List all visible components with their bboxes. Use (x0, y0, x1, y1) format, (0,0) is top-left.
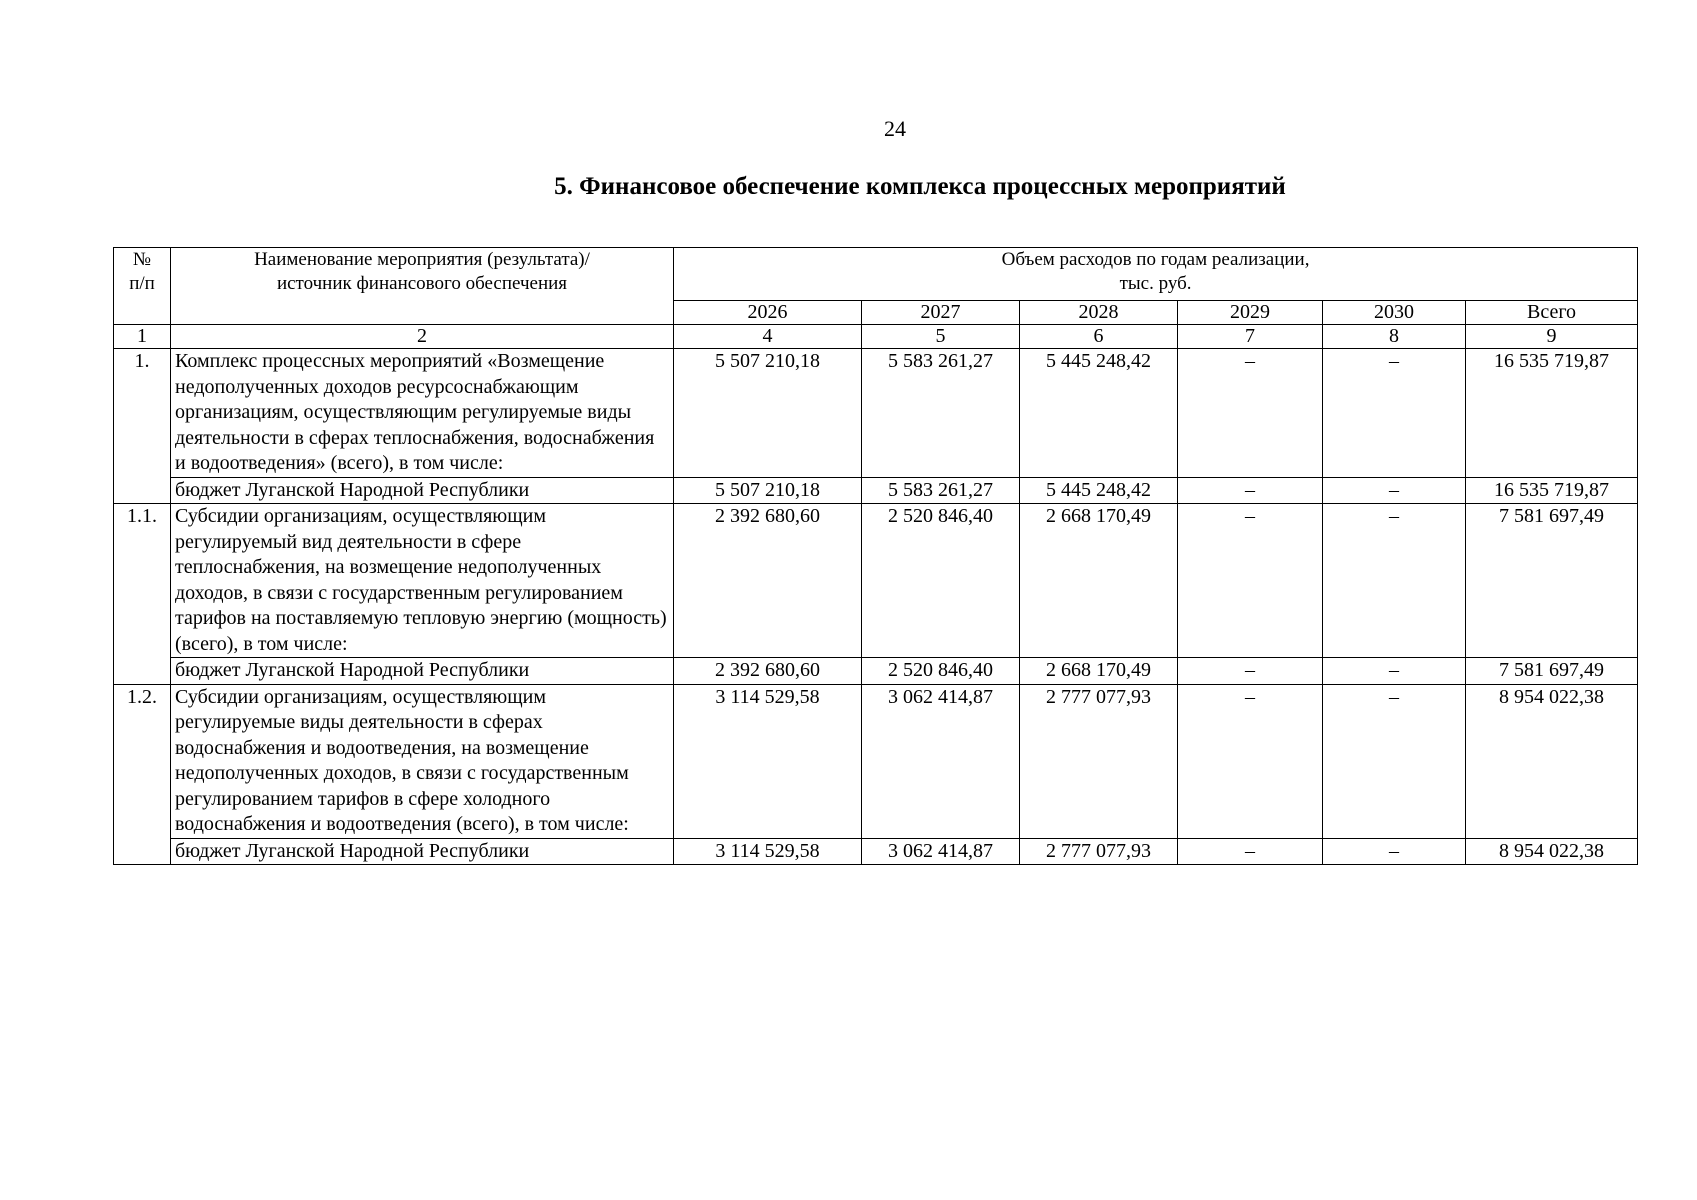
funding-source: бюджет Луганской Народной Республики (171, 477, 674, 504)
header-total: Всего (1466, 301, 1638, 325)
header-col-name: Наименование мероприятия (результата)/ источник финансового обеспечения (171, 248, 674, 325)
value-2030: – (1323, 477, 1466, 504)
value-2027: 2 520 846,40 (862, 504, 1020, 658)
value-2027: 3 062 414,87 (862, 684, 1020, 838)
value-2028: 2 777 077,93 (1020, 684, 1178, 838)
value-2029: – (1178, 838, 1323, 865)
value-2029: – (1178, 684, 1323, 838)
table-subrow (114, 658, 1638, 685)
table-row (114, 504, 1638, 658)
value-2027: 5 583 261,27 (862, 477, 1020, 504)
value-2026: 3 114 529,58 (674, 684, 862, 838)
value-2030: – (1323, 349, 1466, 478)
measure-name: Субсидии организациям, осуществляющим регулируемый вид деятельности в сфере теплоснабжения, на возмещение недополученных доходов, в связи с государственным регулированием тарифов на поставляемую тепловую энергию (мощность) (всего), в том числе: (171, 504, 674, 658)
value-2028: 2 668 170,49 (1020, 658, 1178, 685)
header-row-main (114, 248, 1638, 301)
table-subrow (114, 838, 1638, 865)
value-2030: – (1323, 684, 1466, 838)
value-2026: 2 392 680,60 (674, 504, 862, 658)
column-number: 2 (171, 325, 674, 349)
column-number: 8 (1323, 325, 1466, 349)
value-2029: – (1178, 658, 1323, 685)
table-subrow (114, 477, 1638, 504)
measure-name: Комплекс процессных мероприятий «Возмещение недополученных доходов ресурсоснабжающим организациям, осуществляющим регулируемые виды деятельности в сферах теплоснабжения, водоснабжения и водоотведения» (всего), в том числе: (171, 349, 674, 478)
value-2028: 2 668 170,49 (1020, 504, 1178, 658)
row-index: 1. (114, 349, 171, 504)
value-2026: 2 392 680,60 (674, 658, 862, 685)
measure-name: Субсидии организациям, осуществляющим регулируемые виды деятельности в сферах водоснабжения и водоотведения, на возмещение недополученных доходов, в связи с государственным регулированием тарифов в сфере холодного водоснабжения и водоотведения (всего), в том числе: (171, 684, 674, 838)
value-total: 16 535 719,87 (1466, 349, 1638, 478)
value-2028: 5 445 248,42 (1020, 349, 1178, 478)
value-total: 7 581 697,49 (1466, 504, 1638, 658)
value-2028: 5 445 248,42 (1020, 477, 1178, 504)
value-2029: – (1178, 504, 1323, 658)
funding-source: бюджет Луганской Народной Республики (171, 658, 674, 685)
value-total: 7 581 697,49 (1466, 658, 1638, 685)
value-2030: – (1323, 838, 1466, 865)
value-2027: 5 583 261,27 (862, 349, 1020, 478)
column-number: 5 (862, 325, 1020, 349)
column-number: 1 (114, 325, 171, 349)
funding-source: бюджет Луганской Народной Республики (171, 838, 674, 865)
value-2028: 2 777 077,93 (1020, 838, 1178, 865)
header-col-volume: Объем расходов по годам реализации, тыс. руб. (674, 248, 1638, 301)
financing-table (113, 247, 1638, 865)
header-year: 2030 (1323, 301, 1466, 325)
value-2027: 2 520 846,40 (862, 658, 1020, 685)
value-2026: 3 114 529,58 (674, 838, 862, 865)
column-number: 9 (1466, 325, 1638, 349)
value-2027: 3 062 414,87 (862, 838, 1020, 865)
value-2030: – (1323, 504, 1466, 658)
document-title: 5. Финансовое обеспечение комплекса процессных мероприятий (554, 173, 1286, 200)
header-row-column-numbers (114, 325, 1638, 349)
header-year: 2027 (862, 301, 1020, 325)
value-total: 8 954 022,38 (1466, 838, 1638, 865)
value-2026: 5 507 210,18 (674, 477, 862, 504)
value-total: 16 535 719,87 (1466, 477, 1638, 504)
value-total: 8 954 022,38 (1466, 684, 1638, 838)
header-year: 2029 (1178, 301, 1323, 325)
row-index: 1.2. (114, 684, 171, 865)
table-row (114, 684, 1638, 838)
column-number: 4 (674, 325, 862, 349)
value-2029: – (1178, 349, 1323, 478)
row-index: 1.1. (114, 504, 171, 685)
column-number: 7 (1178, 325, 1323, 349)
header-col-number: № п/п (114, 248, 171, 325)
header-year: 2026 (674, 301, 862, 325)
value-2030: – (1323, 658, 1466, 685)
table-row (114, 349, 1638, 478)
header-year: 2028 (1020, 301, 1178, 325)
value-2026: 5 507 210,18 (674, 349, 862, 478)
value-2029: – (1178, 477, 1323, 504)
column-number: 6 (1020, 325, 1178, 349)
page-number: 24 (884, 116, 906, 141)
